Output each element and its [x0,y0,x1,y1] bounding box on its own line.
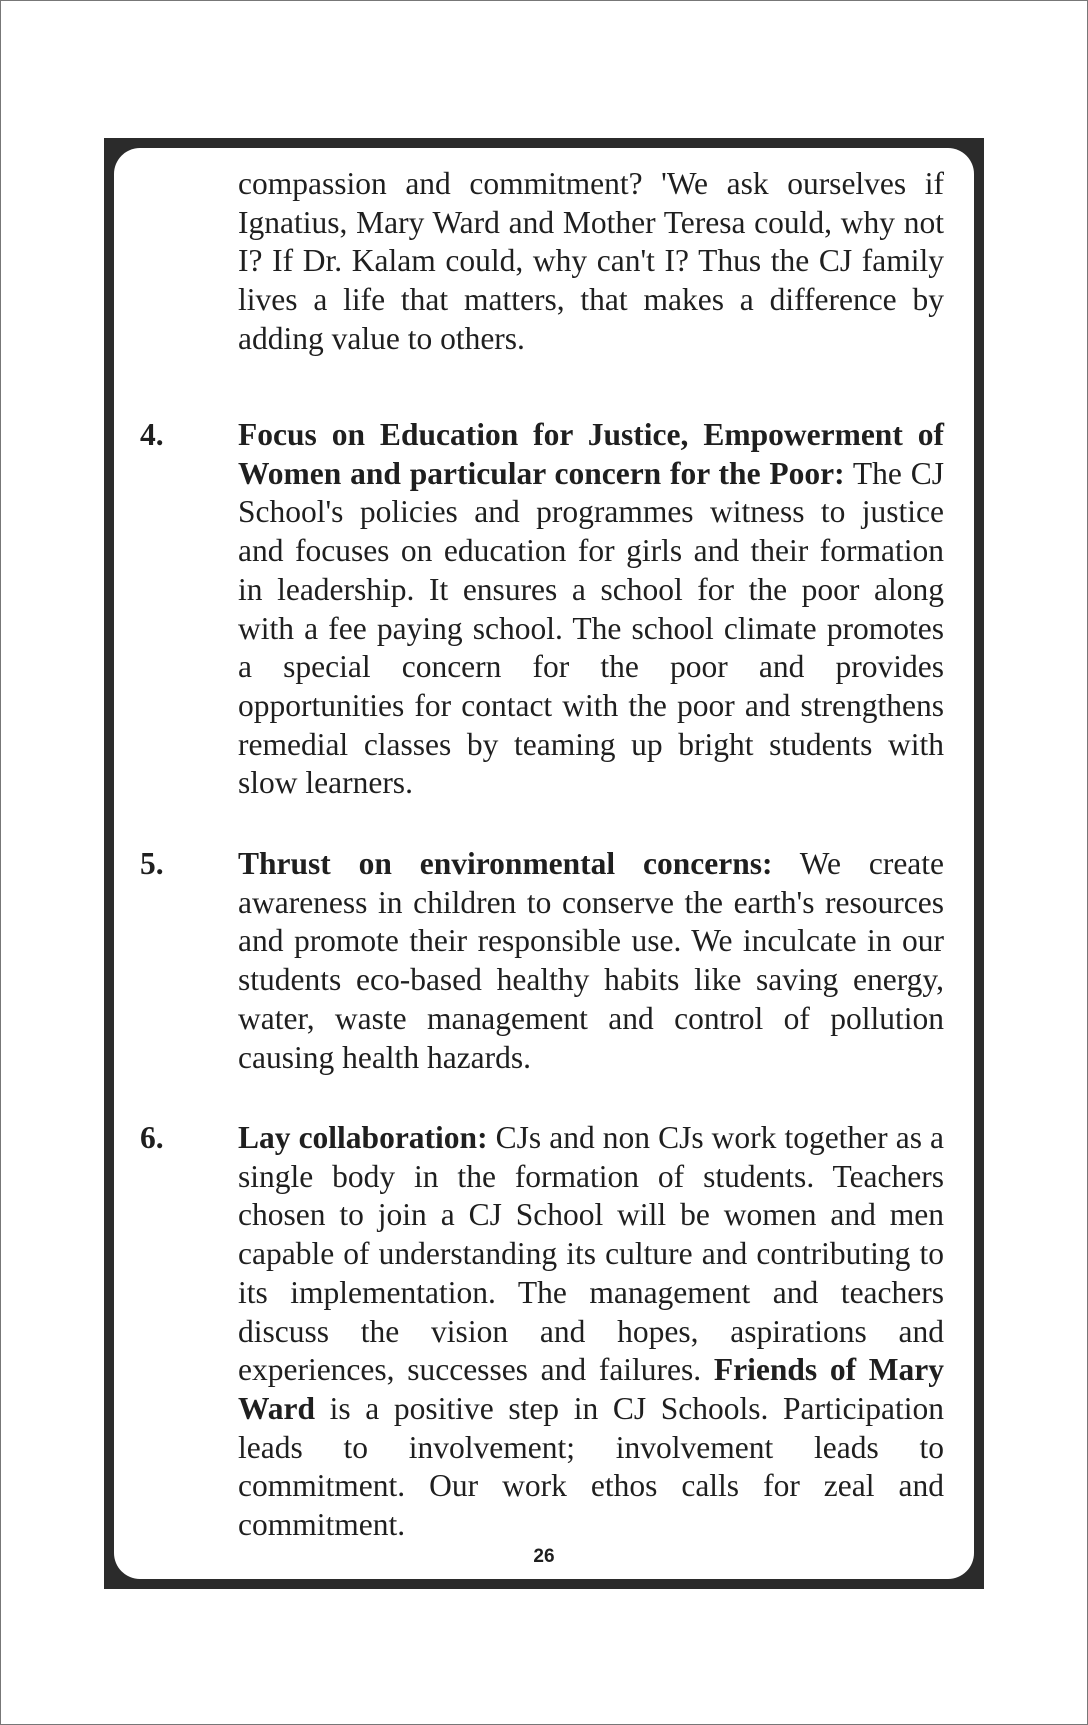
item-number-6: 6. [140,1120,164,1155]
page-number: 26 [533,1546,555,1567]
item-body-5: We create awareness in children to conserve the earth's resources and promote their responsible use. We inculcate in our students eco-based healthy habits like saving energy, water, waste management and control of pollution causing health hazards. [238,846,945,1075]
item-body-4: The CJ School's policies and programmes witness to justice and focuses on education for girls and their formation in leadership. It ensures a school for the poor along with a fee paying school. The school climate promotes a special concern for the poor and provides opportunities for contact with the poor and strengthens remedial classes by teaming up bright students with slow learners. [238,455,944,801]
item-heading-6: Lay collaboration: [238,1120,488,1155]
item-emphasis-6: Friends of Mary Ward [238,1352,944,1426]
item-heading-5: Thrust on environmental concerns: [238,846,773,881]
intro-paragraph: compassion and commitment? 'We ask ourselves if Ignatius, Mary Ward and Mother Teresa could, why not I? If Dr. Kalam could, why can't I? Thus the CJ family lives a life that matters, that makes a difference by adding value to others. [238,166,944,356]
item-heading-4: Focus on Education for Justice, Empowerment of Women and particular concern for the Poor: [238,417,944,491]
item-number-4: 4. [140,417,164,452]
item-paragraph-4 [238,416,944,803]
page-border-frame [104,138,984,1589]
content-panel [114,148,974,1579]
item-body-6: CJs and non CJs work together as a single body in the formation of students. Teachers chosen to join a CJ School will be women and men capable of understanding its culture and contributing to its implementation. The management and teachers discuss the vision and hopes, aspirations and experiences, successes and failures. [238,1120,945,1388]
item-paragraph-6 [238,1119,944,1545]
item-paragraph-5 [238,845,944,1077]
item-body-after-6: is a positive step in CJ Schools. Participation leads to involvement; involvement leads to commitment. Our work ethos calls for zeal and commitment. [238,1390,944,1543]
item-number-5: 5. [140,846,164,881]
